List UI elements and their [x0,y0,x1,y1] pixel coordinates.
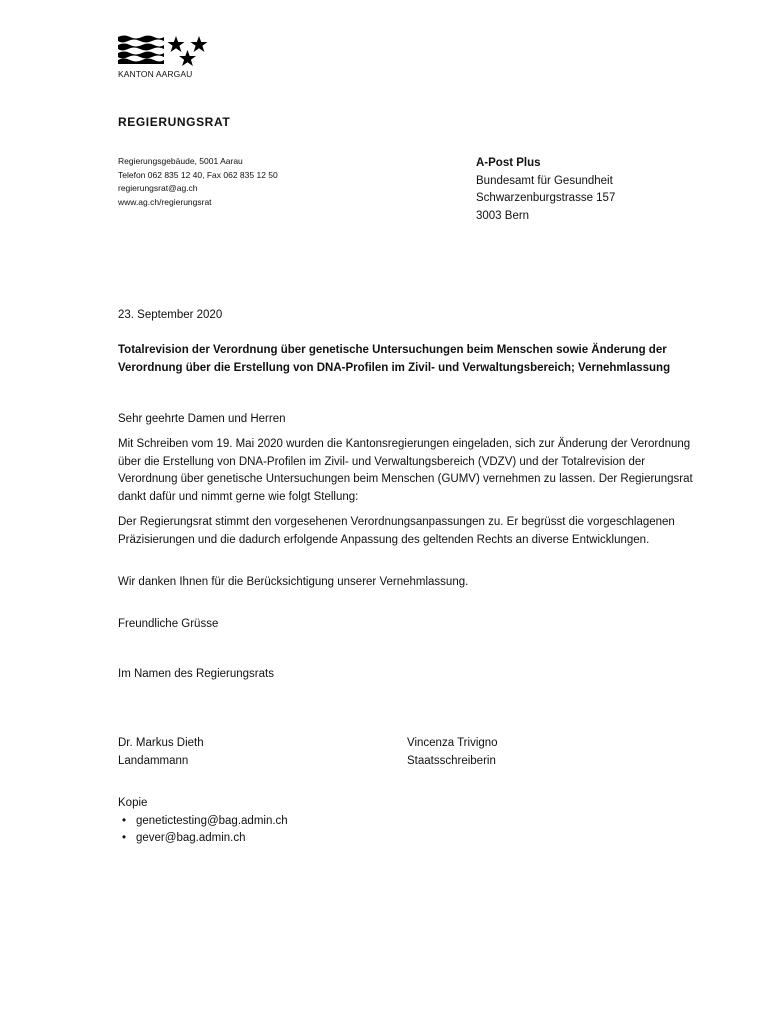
bullet-icon: • [122,832,127,844]
aargau-coat-of-arms-icon [118,34,218,68]
letter-date: 23. September 2020 [118,309,223,321]
signatory-2 [407,735,498,770]
body-paragraph-2: Der Regierungsrat stimmt den vorgesehenen Verordnungsanpassungen zu. Er begrüsst die vorgeschlagenen Präzisierungen und die dadurch erfolgende Anpassung des geltenden Rechts an diverse Entwicklungen. [118,516,675,546]
signatory-name: Vincenza Trivigno [407,737,498,749]
copy-recipient: genetictesting@bag.admin.ch [136,814,288,827]
list-item [118,830,288,848]
body-paragraph-3: Wir danken Ihnen für die Berücksichtigung unserer Vernehmlassung. [118,576,469,588]
sender-email: regierungsrat@ag.ch [118,183,198,193]
copy-block [118,795,288,848]
sender-phone-fax: Telefon 062 835 12 40, Fax 062 835 12 50 [118,169,278,180]
sender-web: www.ag.ch/regierungsrat [118,196,212,207]
list-item [118,813,288,831]
delivery-method: A-Post Plus [476,157,541,169]
recipient-city: 3003 Bern [476,209,530,222]
recipient-name: Bundesamt für Gesundheit [476,174,613,187]
copy-label: Kopie [118,797,148,809]
signatory-name: Dr. Markus Dieth [118,737,204,749]
body-paragraph-1: Mit Schreiben vom 19. Mai 2020 wurden die Kantonsregierungen eingeladen, sich zur Änderung der Verordnung über die Erstellung von DNA-Profilen im Zivil- und Verwaltungsbereich (VDZV) und der Totalrevision der Verordnung über genetische Untersuchungen beim Menschen (GUMV) vernehmen zu lassen. Der Regierungsrat dankt dafür und nimmt gerne wie folgt Stellung: [118,438,693,503]
canton-logo [118,34,218,80]
signatory-1 [118,735,204,770]
recipient-block [476,155,615,225]
sender-block [118,155,278,209]
logo-text: KANTON AARGAU [118,69,193,79]
signatory-role: Staatsschreiberin [407,754,496,767]
on-behalf-line: Im Namen des Regierungsrats [118,668,274,680]
salutation: Sehr geehrte Damen und Herren [118,413,286,425]
letter-subject: Totalrevision der Verordnung über genetische Untersuchungen beim Menschen sowie Änderung der Verordnung über die Erstellung von DNA-Profilen im Zivil- und Verwaltungsbereich; Vernehmlassung [118,344,671,374]
signatory-role: Landammann [118,754,189,767]
recipient-street: Schwarzenburgstrasse 157 [476,192,616,204]
closing: Freundliche Grüsse [118,618,219,630]
copy-recipient: gever@bag.admin.ch [136,832,246,844]
department-heading: REGIERUNGSRAT [118,115,231,129]
sender-address: Regierungsgebäude, 5001 Aarau [118,156,243,166]
copy-list [118,813,288,848]
bullet-icon: • [122,814,127,827]
